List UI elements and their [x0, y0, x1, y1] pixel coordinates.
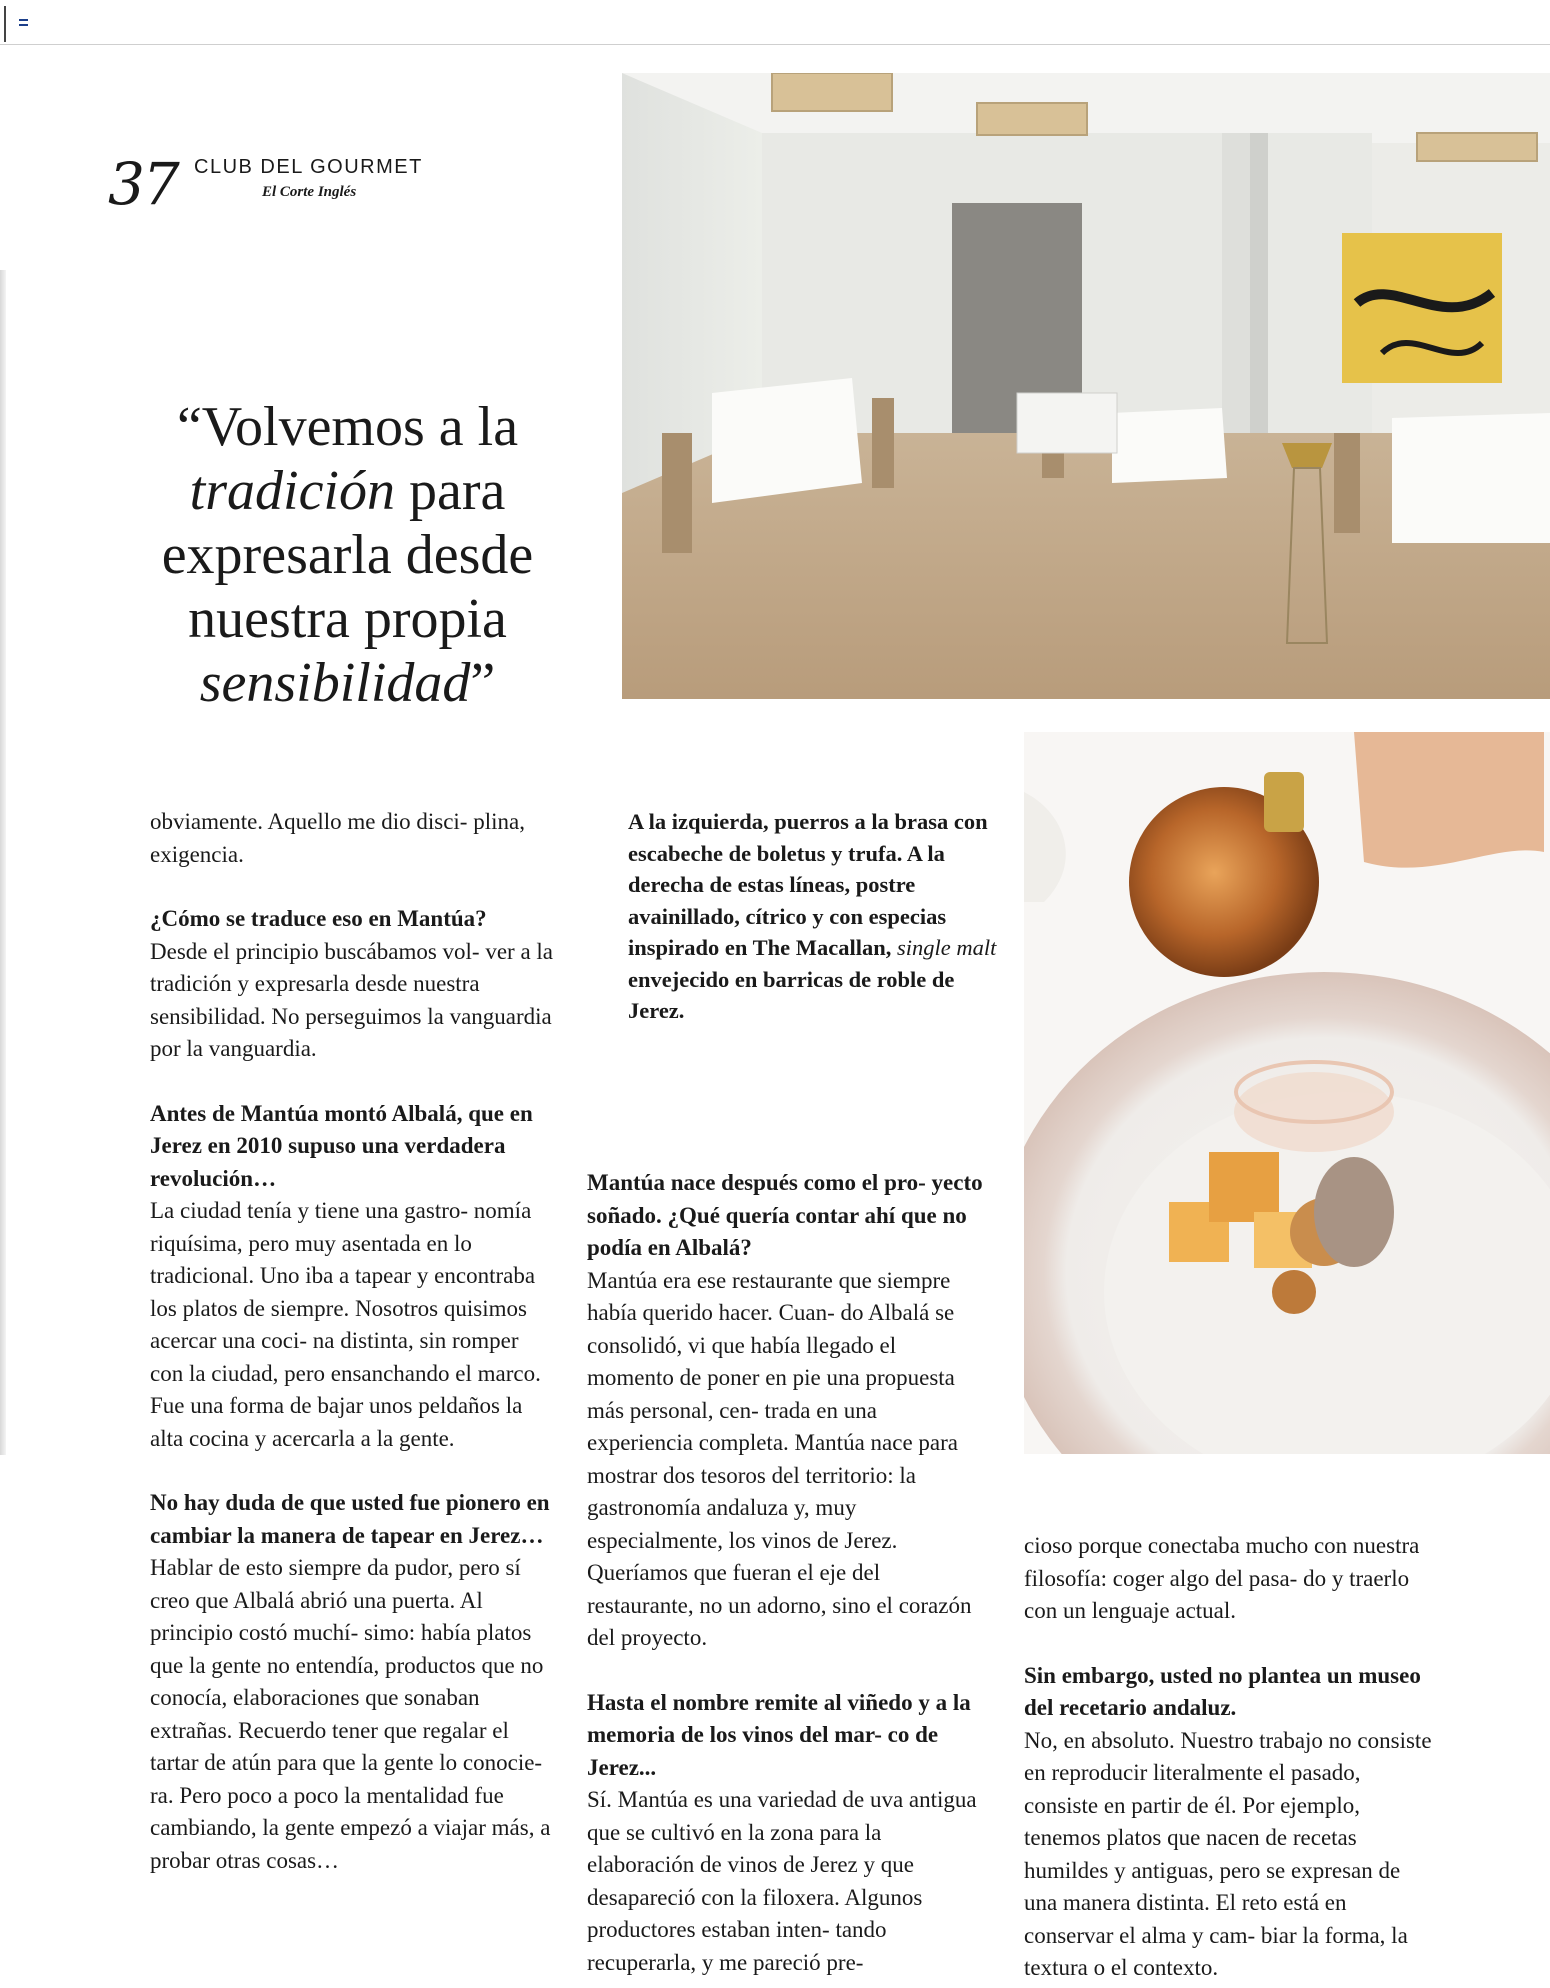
caption-text: A la izquierda, puerros a la brasa con escabeche de boletus y trufa. A la derecha de estas líneas, postre avainillado, cítrico y con especias inspirado en The Macallan, [628, 809, 988, 960]
interview-answer: Hablar de esto siempre da pudor, pero sí creo que Albalá abrió una puerta. Al principio costó muchí- simo: había platos que la gente no entendía, productos que no conocía, elaboraciones que sonaban extrañas. Recuerdo tener que regalar el tartar de atún para que la gente lo conocie- ra. Pero poco a poco la mentalidad fue cambiando, la gente empezó a viajar más, a probar otras cosas… [150, 1555, 551, 1873]
photo-caption [628, 806, 1008, 1027]
interview-answer: La ciudad tenía y tiene una gastro- nomía riquísima, pero muy asentada en lo tradicional. Uno iba a tapear y encontraba los platos de siempre. Nosotros quisimos acercar una coci- na distinta, sin romper con la ciudad, pero ensanchando el marco. Fue una forma de bajar unos peldaños la alta cocina y acercarla a la gente. [150, 1198, 541, 1451]
dessert-plate-photo [1024, 732, 1550, 1454]
article-column-2 [587, 1167, 987, 1979]
pull-quote-line: expresarla desde [161, 524, 534, 586]
article-column-1 [150, 806, 555, 1877]
interview-question: Hasta el nombre remite al viñedo y a la memoria de los vinos del mar- co de Jerez... [587, 1689, 971, 1780]
pull-quote-text: para [394, 460, 506, 522]
interview-question: Sin embargo, usted no plantea un museo del recetario andaluz. [1024, 1662, 1421, 1720]
interview-question: ¿Cómo se traduce eso en Mantúa? [150, 906, 487, 931]
paragraph: obviamente. Aquello me dio disci- plina, exigencia. [150, 809, 525, 867]
interview-question: No hay duda de que usted fue pionero en cambiar la manera de tapear en Jerez… [150, 1490, 550, 1548]
interview-question: Antes de Mantúa montó Albalá, que en Jerez en 2010 supuso una verdadera revolución… [150, 1100, 533, 1191]
interview-answer: Sí. Mantúa es una variedad de uva antigua que se cultivó en la zona para la elaboración de vinos de Jerez y que desapareció con la filoxera. Algunos productores estaban inten- tando recuperarla, y me pareció pre- [587, 1787, 977, 1975]
pull-quote [135, 395, 560, 715]
toolbar-divider [4, 6, 6, 42]
interview-question: Mantúa nace después como el pro- yecto soñado. ¿Qué quería contar ahí que no podía en Albalá? [587, 1170, 983, 1260]
pull-quote-text: ” [470, 652, 496, 714]
interview-answer: Desde el principio buscábamos vol- ver a la tradición y expresarla desde nuestra sensibilidad. No perseguimos la vanguardia por la vanguardia. [150, 938, 554, 1061]
magazine-brand: CLUB DEL GOURMET [194, 156, 423, 178]
sub-brand-logo: El Corte Inglés [262, 184, 357, 200]
article-column-3 [1024, 1530, 1434, 1985]
interview-answer: Mantúa era ese restaurante que siempre había querido hacer. Cuan- do Albalá se consolidó, vi que había llegado el momento de poner en pie una propuesta más personal, cen- trada en una experiencia completa. Mantúa nace para mostrar dos tesoros del territorio: la gastronomía andaluza y, muy especialmente, los vinos de Jerez. Queríamos que fueran el eje del restaurante, no un adorno, sino el corazón del proyecto. [587, 1267, 972, 1650]
pull-quote-line [135, 651, 560, 715]
page-number: 37 [108, 150, 178, 218]
caption-emphasis: single malt [897, 935, 997, 960]
pull-quote-line: “Volvemos a la [176, 396, 519, 458]
page-edge-shadow [0, 270, 6, 1455]
interview-answer: No, en absoluto. Nuestro trabajo no consiste en reproducir literalmente el pasado, consiste en partir de él. Por ejemplo, tenemos platos que nacen de recetas humildes y antiguas, pero se expresan de una manera distinta. El reto está en conservar el alma y cam- biar la forma, la textura o el contexto. [1024, 1727, 1432, 1980]
paragraph: cioso porque conectaba mucho con nuestra filosofía: coger algo del pasa- do y traerlo con un lenguaje actual. [1024, 1533, 1420, 1623]
viewer-toolbar [0, 0, 1550, 45]
menu-icon[interactable] [19, 19, 28, 26]
caption-text: envejecido en barricas de roble de Jerez. [628, 966, 955, 1023]
pull-quote-emphasis: sensibilidad [199, 652, 471, 714]
restaurant-dining-room-photo [622, 73, 1550, 699]
pull-quote-line [135, 459, 560, 523]
pull-quote-line: nuestra propia [188, 588, 507, 650]
pull-quote-emphasis: tradición [189, 460, 395, 522]
